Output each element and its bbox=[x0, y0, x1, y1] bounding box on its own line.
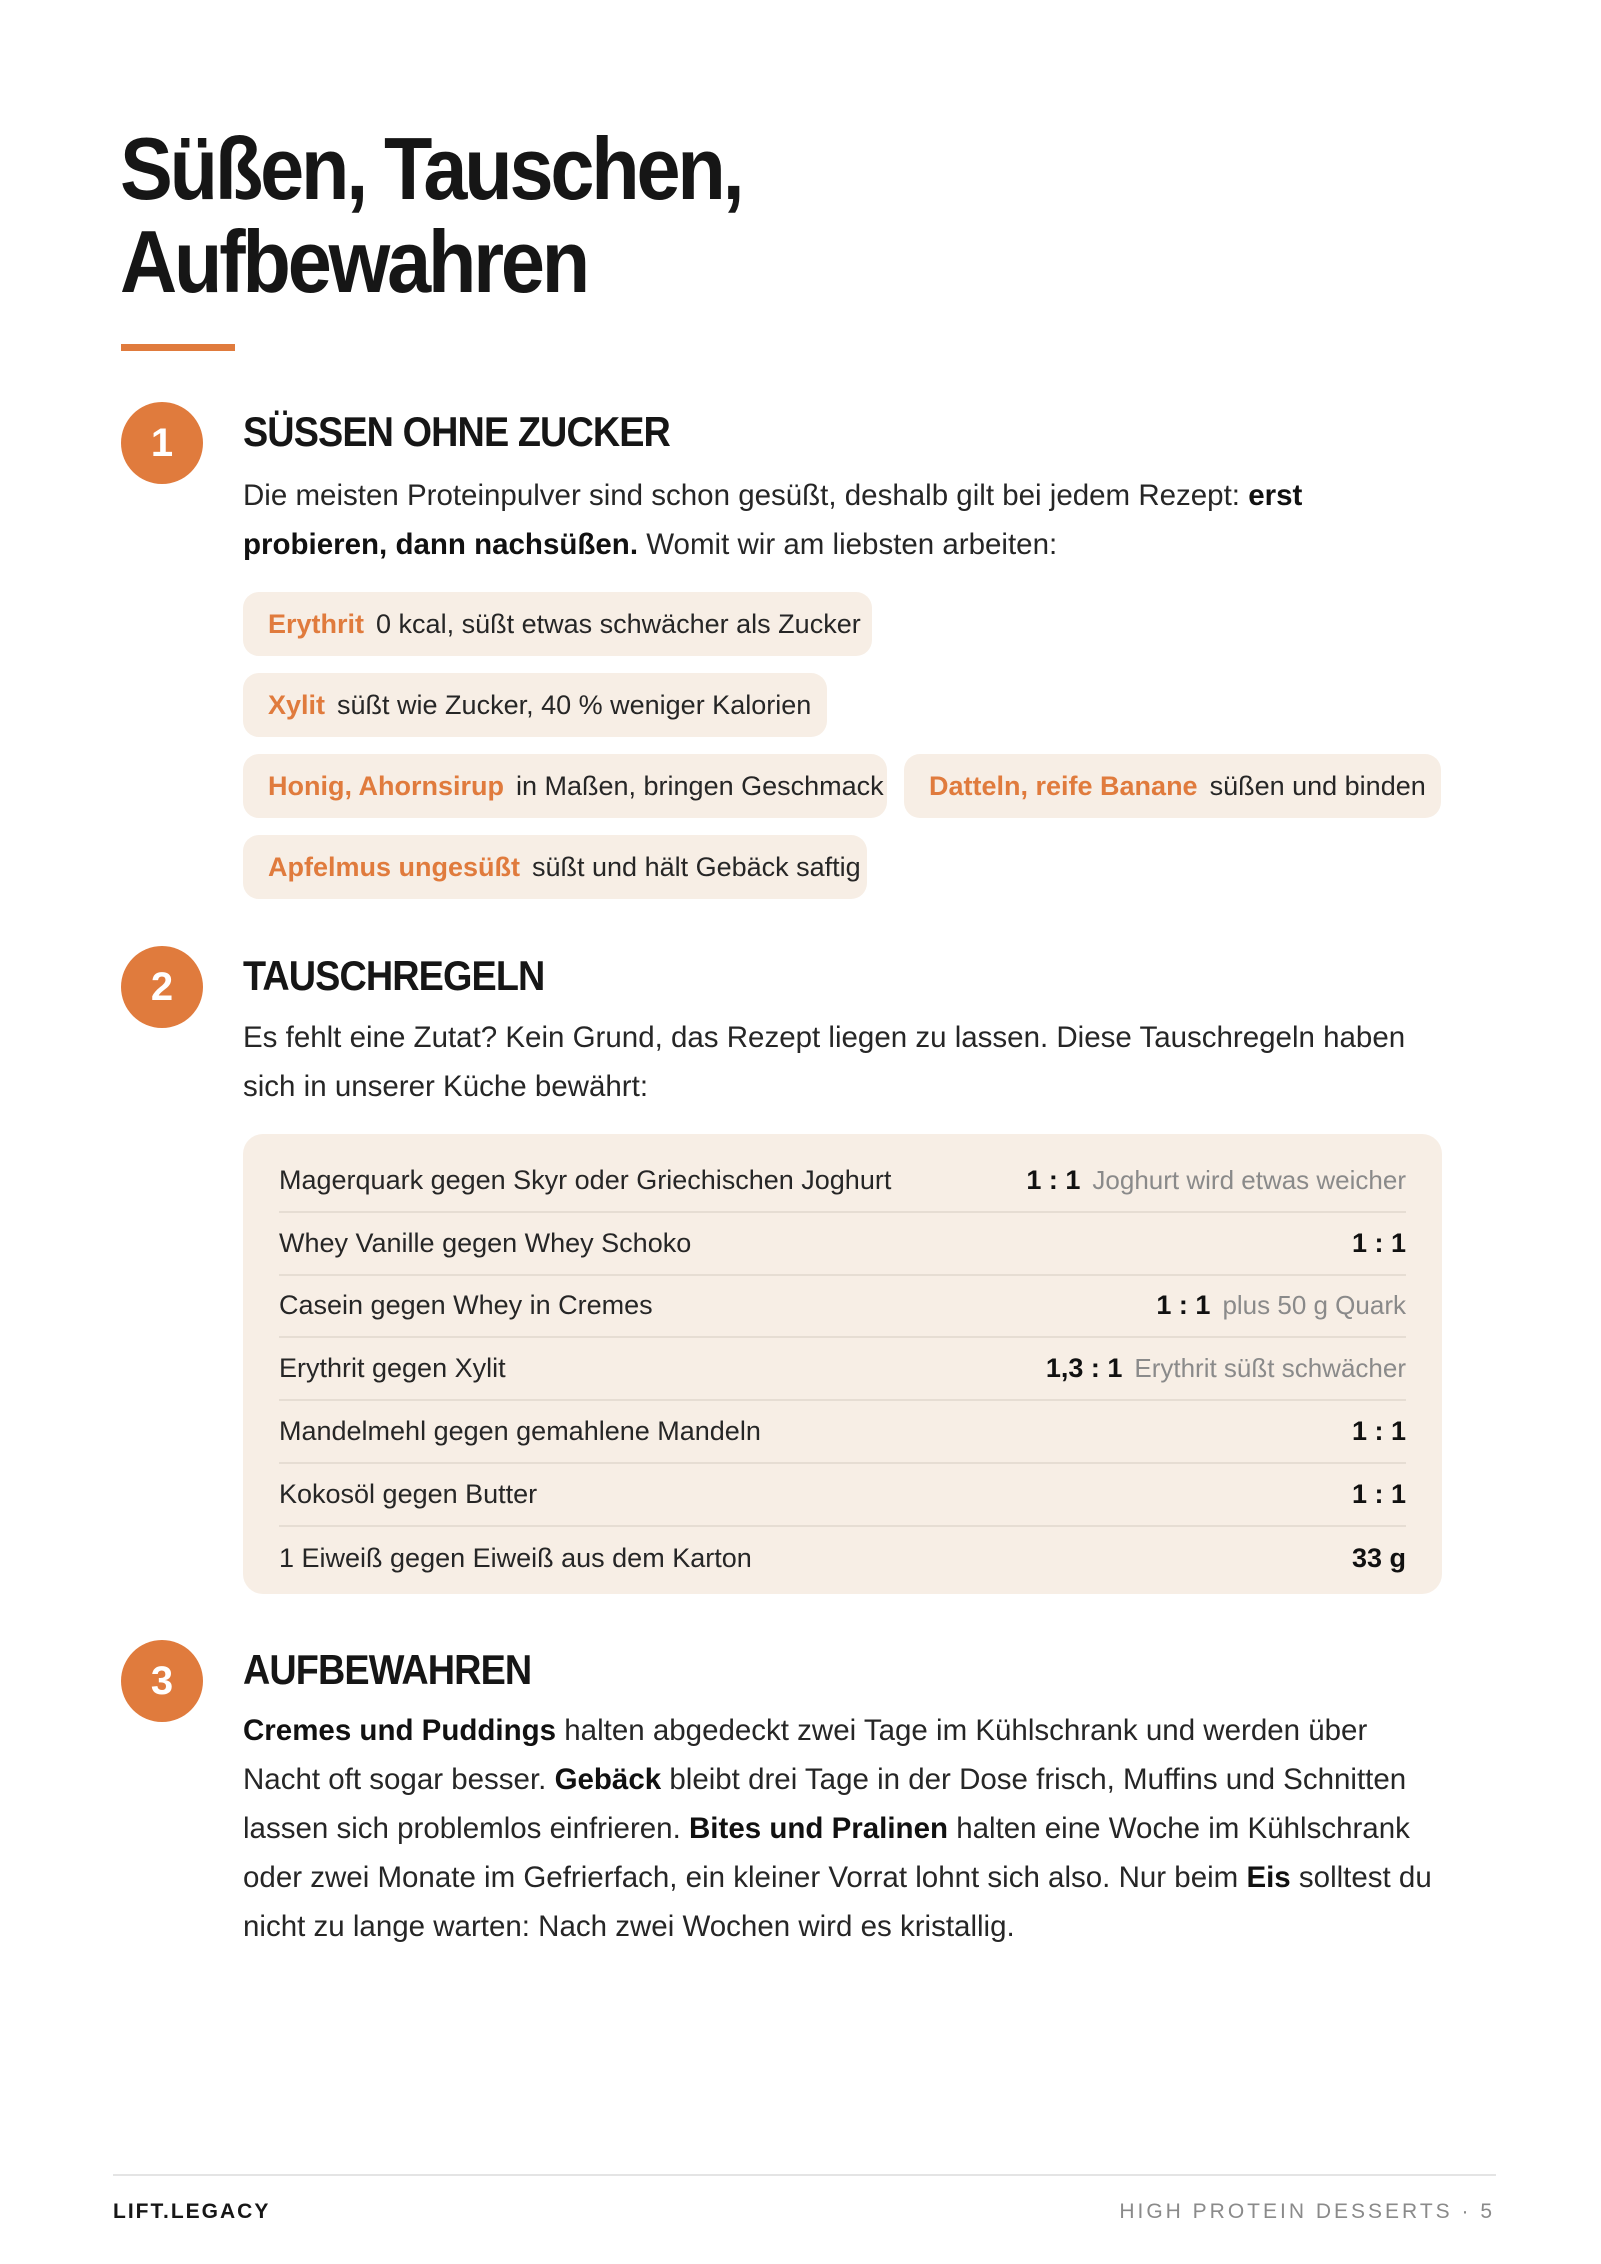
section-1-intro bbox=[243, 471, 1443, 569]
swap-label: Magerquark gegen Skyr oder Griechischen Joghurt bbox=[279, 1164, 892, 1195]
swap-ratio: 33 g bbox=[1351, 1542, 1406, 1573]
swap-label: Casein gegen Whey in Cremes bbox=[279, 1290, 653, 1321]
swap-ratio: 1 : 1 bbox=[1351, 1478, 1406, 1509]
storage-bites-text: halten eine Woche im Kühlschrank oder zwei Monate im Gefrierfach, ein kleiner Vorrat lohnt sich also. Nur beim bbox=[243, 1812, 1410, 1894]
sweetener-name: Honig, Ahornsirup bbox=[268, 770, 504, 801]
sweetener-description: 0 kcal, süßt etwas schwächer als Zucker bbox=[376, 608, 861, 639]
title-accent-rule bbox=[121, 344, 235, 351]
table-row bbox=[279, 1401, 1406, 1464]
storage-bites-bold: Bites und Pralinen bbox=[689, 1812, 948, 1845]
swap-ratio: 1 : 1 bbox=[1351, 1416, 1406, 1447]
storage-gebaeck-bold: Gebäck bbox=[554, 1763, 662, 1796]
section-2-number-badge: 2 bbox=[121, 946, 203, 1028]
swap-ratio: 1 : 1 bbox=[1351, 1227, 1406, 1258]
swap-rules-table bbox=[243, 1134, 1442, 1594]
swap-note: Joghurt wird etwas weicher bbox=[1092, 1164, 1406, 1195]
section-1-number-badge: 1 bbox=[121, 402, 203, 484]
storage-cremes-text: halten abgedeckt zwei Tage im Kühlschrank und werden über Nacht oft sogar besser. bbox=[243, 1714, 1368, 1796]
sweetener-description: süßt wie Zucker, 40 % weniger Kalorien bbox=[337, 689, 812, 720]
sweetener-description: süßen und binden bbox=[1209, 770, 1426, 801]
table-row bbox=[279, 1338, 1406, 1401]
sweetener-description: süßt und hält Gebäck saftig bbox=[532, 851, 861, 882]
swap-ratio: 1 : 1 bbox=[1026, 1164, 1081, 1195]
swap-note: plus 50 g Quark bbox=[1222, 1290, 1406, 1321]
swap-label: Whey Vanille gegen Whey Schoko bbox=[279, 1227, 692, 1258]
section-3-heading: AUFBEWAHREN bbox=[243, 1646, 532, 1693]
sweetener-description: in Maßen, bringen Geschmack bbox=[515, 770, 884, 801]
section-1-intro-bold: erst probieren, dann nachsüßen. bbox=[243, 479, 1303, 561]
swap-label: Kokosöl gegen Butter bbox=[279, 1478, 538, 1509]
sweetener-pill-datteln bbox=[904, 754, 1441, 818]
storage-gebaeck-text: bleibt drei Tage in der Dose frisch, Muffins und Schnitten lassen sich problemlos einfrieren. bbox=[243, 1763, 1407, 1845]
swap-label: Erythrit gegen Xylit bbox=[279, 1353, 506, 1384]
swap-label: Mandelmehl gegen gemahlene Mandeln bbox=[279, 1416, 761, 1447]
page-title bbox=[120, 119, 742, 311]
footer-brand: LIFT.LEGACY bbox=[113, 2200, 271, 2223]
sweetener-name: Erythrit bbox=[268, 608, 365, 639]
sweetener-name: Datteln, reife Banane bbox=[929, 770, 1198, 801]
section-2-heading: TAUSCHREGELN bbox=[243, 952, 545, 999]
page-title-line-2: Aufbewahren bbox=[120, 212, 588, 311]
page-title-line-1: Süßen, Tauschen, bbox=[120, 119, 742, 218]
storage-eis-bold: Eis bbox=[1246, 1861, 1291, 1894]
sweetener-pill-xylit bbox=[243, 673, 827, 737]
swap-ratio: 1 : 1 bbox=[1156, 1290, 1211, 1321]
sweetener-pill-apfelmus bbox=[243, 835, 867, 899]
footer-divider bbox=[113, 2174, 1496, 2176]
table-row bbox=[279, 1464, 1406, 1527]
swap-ratio: 1,3 : 1 bbox=[1045, 1353, 1123, 1384]
swap-label: 1 Eiweiß gegen Eiweiß aus dem Karton bbox=[279, 1542, 752, 1573]
swap-note: Erythrit süßt schwächer bbox=[1134, 1353, 1406, 1384]
section-1-heading: SÜSSEN OHNE ZUCKER bbox=[243, 408, 670, 455]
section-3-body bbox=[243, 1706, 1443, 1951]
table-row bbox=[279, 1213, 1406, 1276]
section-1-intro-text-b: Womit wir am liebsten arbeiten: bbox=[638, 528, 1058, 561]
table-row bbox=[279, 1527, 1406, 1590]
sweetener-name: Xylit bbox=[268, 689, 326, 720]
section-1-intro-text-a: Die meisten Proteinpulver sind schon gesüßt, deshalb gilt bei jedem Rezept: bbox=[243, 479, 1249, 512]
footer-page-label: HIGH PROTEIN DESSERTS · 5 bbox=[1119, 2200, 1495, 2223]
storage-cremes-bold: Cremes und Puddings bbox=[243, 1714, 557, 1747]
sweetener-pill-erythrit bbox=[243, 592, 872, 656]
sweetener-pill-honig bbox=[243, 754, 887, 818]
section-2-intro: Es fehlt eine Zutat? Kein Grund, das Rezept liegen zu lassen. Diese Tauschregeln haben sich in unserer Küche bewährt: bbox=[243, 1021, 1406, 1103]
section-3-number-badge: 3 bbox=[121, 1640, 203, 1722]
storage-eis-text: solltest du nicht zu lange warten: Nach zwei Wochen wird es kristallig. bbox=[243, 1861, 1432, 1943]
sweetener-name: Apfelmus ungesüßt bbox=[268, 851, 521, 882]
table-row bbox=[279, 1276, 1406, 1339]
table-row bbox=[279, 1150, 1406, 1213]
